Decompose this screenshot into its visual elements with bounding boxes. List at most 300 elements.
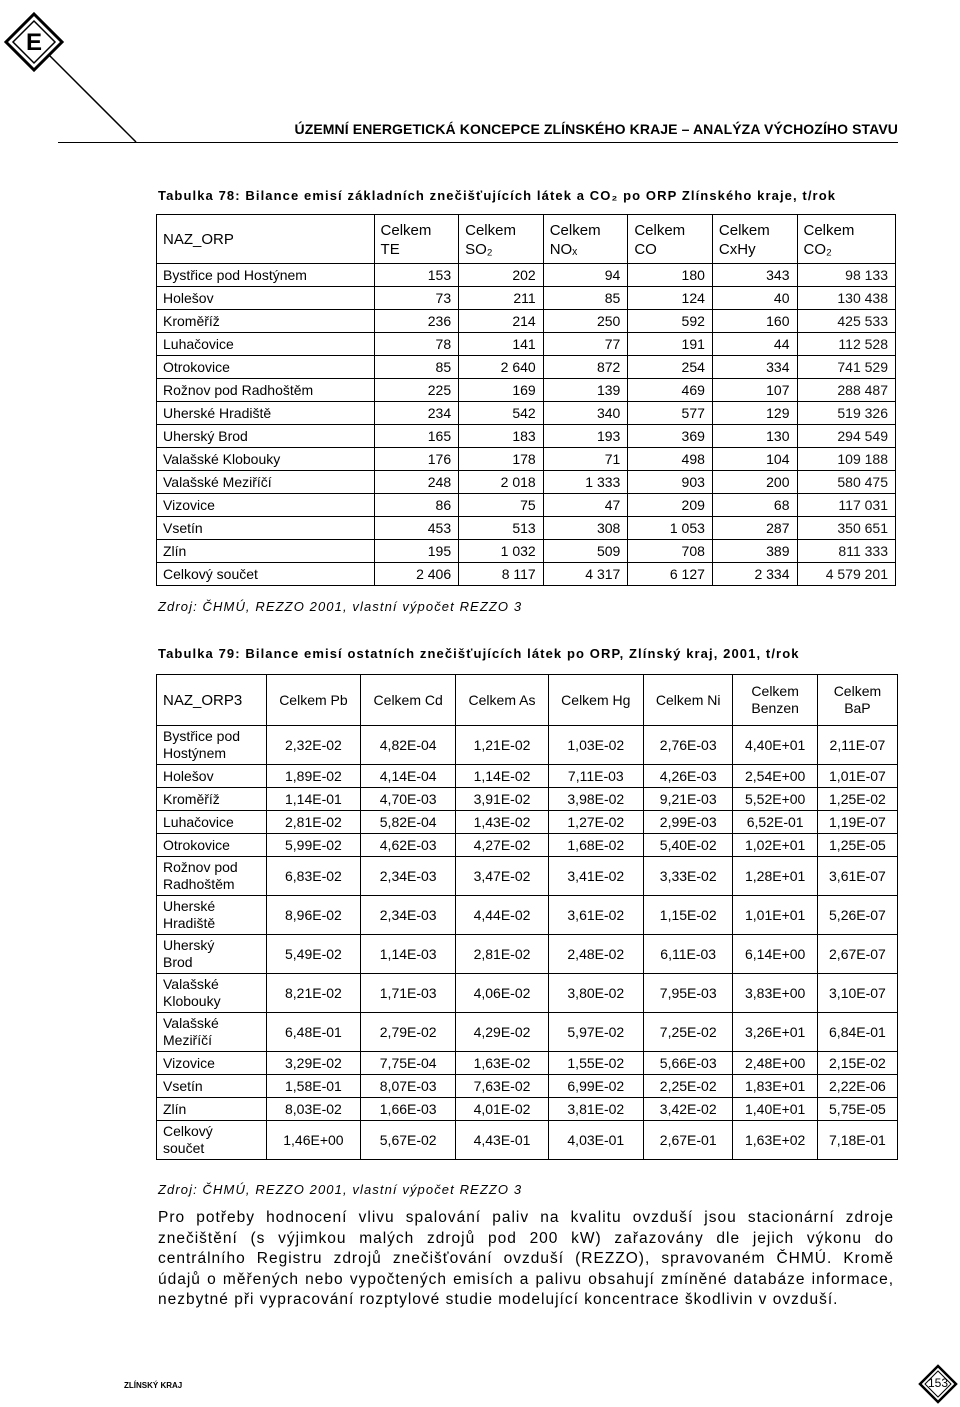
row-label xyxy=(157,1121,267,1160)
table-cell: 1 333 xyxy=(543,471,628,494)
table78-header-row xyxy=(157,215,896,264)
table-row xyxy=(157,402,896,425)
table-cell: 2,34E-03 xyxy=(361,857,456,896)
table-cell: 209 xyxy=(628,494,713,517)
table-cell: 6,99E-02 xyxy=(548,1075,643,1098)
table-cell: 234 xyxy=(374,402,459,425)
body-paragraph: Pro potřeby hodnocení vlivu spalování paliv na kvalitu ovzduší jsou stacionární zdroje znečištění (s výjimkou malých zdrojů pod 200 kW) zařazovány dle jejich výkonu do centrálního Registru zdrojů znečišťování ovzduší (REZZO), spravovaném ČHMÚ. Kromě údajů o měřených nebo vypočtených emisích a palivu obsahují zmíněné databáze informace, nezbytné při vypracování rozptylové studie modelující koncentrace škodlivin v ovzduší. xyxy=(158,1209,894,1308)
table-cell: 193 xyxy=(543,425,628,448)
table-cell: 4,01E-02 xyxy=(456,1098,548,1121)
table-cell: 2,99E-03 xyxy=(643,811,733,834)
table-cell: 7,95E-03 xyxy=(643,974,733,1013)
table78-column-header xyxy=(797,215,896,264)
document-header-title: ÚZEMNÍ ENERGETICKÁ KONCEPCE ZLÍNSKÉHO KRAJE – ANALÝZA VÝCHOZÍHO STAVU xyxy=(294,121,898,137)
table-cell: 2,67E-01 xyxy=(643,1121,733,1160)
table-cell: 3,61E-07 xyxy=(817,857,897,896)
table-cell: 513 xyxy=(459,517,544,540)
table-cell: 4,06E-02 xyxy=(456,974,548,1013)
row-label xyxy=(157,788,267,811)
row-label xyxy=(157,935,267,974)
table-cell: 1,27E-02 xyxy=(548,811,643,834)
table-cell: 2 018 xyxy=(459,471,544,494)
table-cell: 2,81E-02 xyxy=(266,811,360,834)
row-label xyxy=(157,1013,267,1052)
row-label-line1: Valašské xyxy=(163,976,219,992)
table79-column-header xyxy=(266,675,360,726)
column-header-line2: TE xyxy=(380,241,400,258)
table-cell: 6,14E+00 xyxy=(733,935,817,974)
table-cell: 77 xyxy=(543,333,628,356)
column-header-line2: CxHy xyxy=(718,241,756,258)
table-cell: 178 xyxy=(459,448,544,471)
row-label: Luhačovice xyxy=(157,333,375,356)
table-cell: 3,83E+00 xyxy=(733,974,817,1013)
table-row xyxy=(157,726,898,765)
table-cell: 94 xyxy=(543,264,628,287)
row-label xyxy=(157,857,267,896)
row-label xyxy=(157,1052,267,1075)
table-cell: 3,10E-07 xyxy=(817,974,897,1013)
table-cell: 1,58E-01 xyxy=(266,1075,360,1098)
table-cell: 109 188 xyxy=(797,448,896,471)
table-cell: 1,02E+01 xyxy=(733,834,817,857)
table-cell: 389 xyxy=(712,540,797,563)
table-cell: 1,40E+01 xyxy=(733,1098,817,1121)
table-cell: 5,97E-02 xyxy=(548,1013,643,1052)
column-header-line1: Celkem xyxy=(718,222,770,239)
table-cell: 1,15E-02 xyxy=(643,896,733,935)
column-header-line2: SO₂ xyxy=(465,241,493,258)
row-label-line2: Hostýnem xyxy=(163,745,227,761)
row-label xyxy=(157,1075,267,1098)
table-cell: 580 475 xyxy=(797,471,896,494)
table-cell: 7,25E-02 xyxy=(643,1013,733,1052)
table-row xyxy=(157,517,896,540)
table-cell: 343 xyxy=(712,264,797,287)
table-cell: 78 xyxy=(374,333,459,356)
row-label: Vsetín xyxy=(157,517,375,540)
table-cell: 4,29E-02 xyxy=(456,1013,548,1052)
table-row xyxy=(157,935,898,974)
table-cell: 9,21E-03 xyxy=(643,788,733,811)
table-cell: 708 xyxy=(628,540,713,563)
table78-column-header xyxy=(712,215,797,264)
table-cell: 3,42E-02 xyxy=(643,1098,733,1121)
row-label-line1: Luhačovice xyxy=(163,813,234,830)
table-cell: 195 xyxy=(374,540,459,563)
table-cell: 68 xyxy=(712,494,797,517)
table-row xyxy=(157,834,898,857)
table-cell: 44 xyxy=(712,333,797,356)
row-label-line2: Hradiště xyxy=(163,915,216,931)
table-cell: 75 xyxy=(459,494,544,517)
table-cell: 8 117 xyxy=(459,563,544,586)
table-cell: 4,62E-03 xyxy=(361,834,456,857)
table-cell: 5,40E-02 xyxy=(643,834,733,857)
table-cell: 104 xyxy=(712,448,797,471)
table-cell: 130 xyxy=(712,425,797,448)
table-cell: 811 333 xyxy=(797,540,896,563)
table-cell: 6,48E-01 xyxy=(266,1013,360,1052)
table-cell: 4,27E-02 xyxy=(456,834,548,857)
table-cell: 129 xyxy=(712,402,797,425)
row-label xyxy=(157,811,267,834)
table-cell: 3,33E-02 xyxy=(643,857,733,896)
table-cell: 2,79E-02 xyxy=(361,1013,456,1052)
table-cell: 165 xyxy=(374,425,459,448)
table-cell: 4,14E-04 xyxy=(361,765,456,788)
row-label-line1: Uherské xyxy=(163,898,216,914)
row-label-line1: Zlín xyxy=(163,1100,187,1117)
table-row xyxy=(157,896,898,935)
table78-column-header xyxy=(628,215,713,264)
row-label: Kroměříž xyxy=(157,310,375,333)
row-label-line1: Holešov xyxy=(163,767,214,784)
row-label: Vizovice xyxy=(157,494,375,517)
row-label-line1: Bystřice pod xyxy=(163,728,241,744)
table-cell: 1,01E+01 xyxy=(733,896,817,935)
table-cell: 6,11E-03 xyxy=(643,935,733,974)
table79-header-row xyxy=(157,675,898,726)
row-label xyxy=(157,974,267,1013)
table-cell: 577 xyxy=(628,402,713,425)
row-label xyxy=(157,896,267,935)
table-cell: 308 xyxy=(543,517,628,540)
table-cell: 741 529 xyxy=(797,356,896,379)
row-label-line2: Radhoštěm xyxy=(163,876,235,892)
row-label xyxy=(157,1098,267,1121)
header-rule xyxy=(58,142,898,143)
table-cell: 3,41E-02 xyxy=(548,857,643,896)
row-label: Celkový součet xyxy=(157,563,375,586)
table-cell: 2,15E-02 xyxy=(817,1052,897,1075)
row-label: Zlín xyxy=(157,540,375,563)
table-cell: 1,21E-02 xyxy=(456,726,548,765)
table-cell: 2,76E-03 xyxy=(643,726,733,765)
column-header-line2: CO xyxy=(634,241,657,258)
row-label-line1: Rožnov pod xyxy=(163,859,238,875)
table-cell: 5,49E-02 xyxy=(266,935,360,974)
table-cell: 47 xyxy=(543,494,628,517)
column-header-line1: NAZ_ORP xyxy=(163,230,234,248)
table-cell: 6,52E-01 xyxy=(733,811,817,834)
table-cell: 469 xyxy=(628,379,713,402)
table-cell: 202 xyxy=(459,264,544,287)
table78-column-header xyxy=(459,215,544,264)
table-row xyxy=(157,1052,898,1075)
table-cell: 3,91E-02 xyxy=(456,788,548,811)
row-label-line1: Celkový xyxy=(163,1123,213,1139)
table-cell: 153 xyxy=(374,264,459,287)
table-cell: 86 xyxy=(374,494,459,517)
table-cell: 1,66E-03 xyxy=(361,1098,456,1121)
footer-region-label: ZLÍNSKÝ KRAJ xyxy=(124,1381,183,1390)
table-cell: 180 xyxy=(628,264,713,287)
table-cell: 1,55E-02 xyxy=(548,1052,643,1075)
table-cell: 3,81E-02 xyxy=(548,1098,643,1121)
table-cell: 85 xyxy=(543,287,628,310)
table-cell: 5,75E-05 xyxy=(817,1098,897,1121)
table-row xyxy=(157,974,898,1013)
table-cell: 7,11E-03 xyxy=(548,765,643,788)
table-cell: 334 xyxy=(712,356,797,379)
table-row xyxy=(157,333,896,356)
table-cell: 3,29E-02 xyxy=(266,1052,360,1075)
table-cell: 340 xyxy=(543,402,628,425)
table78-source: Zdroj: ČHMÚ, REZZO 2001, vlastní výpočet REZZO 3 xyxy=(158,599,523,614)
table79-column-header xyxy=(361,675,456,726)
table-row xyxy=(157,811,898,834)
table-cell: 288 487 xyxy=(797,379,896,402)
table-cell: 191 xyxy=(628,333,713,356)
table-cell: 1,63E-02 xyxy=(456,1052,548,1075)
column-header-line2: BaP xyxy=(844,700,871,716)
table-cell: 5,82E-04 xyxy=(361,811,456,834)
table-cell: 1 053 xyxy=(628,517,713,540)
table-row xyxy=(157,788,898,811)
column-header-line1: NAZ_ORP3 xyxy=(163,691,243,709)
table-cell: 4 317 xyxy=(543,563,628,586)
row-label-line1: Otrokovice xyxy=(163,836,230,853)
column-header-line1: Celkem xyxy=(751,683,799,699)
table-cell: 2,67E-07 xyxy=(817,935,897,974)
column-header-line2: NOₓ xyxy=(549,241,578,258)
row-label: Valašské Klobouky xyxy=(157,448,375,471)
table-cell: 8,03E-02 xyxy=(266,1098,360,1121)
table-cell: 73 xyxy=(374,287,459,310)
table-cell: 250 xyxy=(543,310,628,333)
table79-column-header xyxy=(456,675,548,726)
column-header-line2: Benzen xyxy=(751,700,799,716)
table-row xyxy=(157,1098,898,1121)
table-cell: 4,26E-03 xyxy=(643,765,733,788)
table78-caption: Tabulka 78: Bilance emisí základních znečišťujících látek a CO₂ po ORP Zlínského kraje, t/rok xyxy=(158,188,837,203)
table-row xyxy=(157,1013,898,1052)
table-cell: 8,21E-02 xyxy=(266,974,360,1013)
table-cell: 8,96E-02 xyxy=(266,896,360,935)
table-row xyxy=(157,540,896,563)
table-cell: 1,14E-01 xyxy=(266,788,360,811)
table-cell: 2,48E+00 xyxy=(733,1052,817,1075)
table-cell: 176 xyxy=(374,448,459,471)
table-cell: 130 438 xyxy=(797,287,896,310)
page-number: 153 xyxy=(927,1376,949,1390)
table79-column-header xyxy=(817,675,897,726)
table-cell: 107 xyxy=(712,379,797,402)
table-cell: 350 651 xyxy=(797,517,896,540)
table-cell: 4,70E-03 xyxy=(361,788,456,811)
table-cell: 1,25E-02 xyxy=(817,788,897,811)
table-cell: 98 133 xyxy=(797,264,896,287)
table-cell: 287 xyxy=(712,517,797,540)
row-label xyxy=(157,726,267,765)
table-cell: 498 xyxy=(628,448,713,471)
table-cell: 1,14E-03 xyxy=(361,935,456,974)
table-cell: 2,25E-02 xyxy=(643,1075,733,1098)
row-label: Uherský Brod xyxy=(157,425,375,448)
column-header-line1: Celkem Ni xyxy=(655,691,721,708)
row-label-line1: Vsetín xyxy=(163,1077,203,1094)
column-header-line1: Celkem xyxy=(549,222,601,239)
column-header-line1: Celkem As xyxy=(468,691,536,708)
table-cell: 8,07E-03 xyxy=(361,1075,456,1098)
table-cell: 254 xyxy=(628,356,713,379)
table-cell: 2,11E-07 xyxy=(817,726,897,765)
table78-column-header xyxy=(374,215,459,264)
column-header-line1: Celkem xyxy=(803,222,855,239)
row-label-line2: Klobouky xyxy=(163,993,221,1009)
table-cell: 4,03E-01 xyxy=(548,1121,643,1160)
table-cell: 2,34E-03 xyxy=(361,896,456,935)
table-cell: 453 xyxy=(374,517,459,540)
row-label xyxy=(157,834,267,857)
table-cell: 5,26E-07 xyxy=(817,896,897,935)
table-cell: 3,98E-02 xyxy=(548,788,643,811)
table-cell: 369 xyxy=(628,425,713,448)
table-cell: 2 406 xyxy=(374,563,459,586)
table-cell: 7,18E-01 xyxy=(817,1121,897,1160)
column-header-line1: Celkem xyxy=(465,222,516,239)
table-cell: 4,43E-01 xyxy=(456,1121,548,1160)
table79-column-header xyxy=(157,675,267,726)
table-cell: 2 334 xyxy=(712,563,797,586)
table-cell: 211 xyxy=(459,287,544,310)
table-cell: 200 xyxy=(712,471,797,494)
table-cell: 7,75E-04 xyxy=(361,1052,456,1075)
row-label-line1: Vizovice xyxy=(163,1054,215,1071)
table-cell: 117 031 xyxy=(797,494,896,517)
table-cell: 5,52E+00 xyxy=(733,788,817,811)
row-label-line1: Valašské xyxy=(163,1015,219,1031)
row-label: Rožnov pod Radhoštěm xyxy=(157,379,375,402)
column-header-line1: Celkem xyxy=(833,683,882,699)
table-cell: 1,28E+01 xyxy=(733,857,817,896)
table-row xyxy=(157,494,896,517)
table-cell: 542 xyxy=(459,402,544,425)
column-header-line1: Celkem Pb xyxy=(279,691,348,708)
table-cell: 183 xyxy=(459,425,544,448)
row-label: Uherské Hradiště xyxy=(157,402,375,425)
table-cell: 6,84E-01 xyxy=(817,1013,897,1052)
column-header-line2: CO₂ xyxy=(803,241,832,258)
table-row xyxy=(157,1121,898,1160)
table-cell: 3,26E+01 xyxy=(733,1013,817,1052)
table-cell: 903 xyxy=(628,471,713,494)
column-header-line1: Celkem Cd xyxy=(373,691,443,708)
row-label xyxy=(157,765,267,788)
table-cell: 3,47E-02 xyxy=(456,857,548,896)
table-cell: 139 xyxy=(543,379,628,402)
table-cell: 1,25E-05 xyxy=(817,834,897,857)
row-label: Holešov xyxy=(157,287,375,310)
table-row xyxy=(157,471,896,494)
table-row xyxy=(157,264,896,287)
table-cell: 6,83E-02 xyxy=(266,857,360,896)
table-cell: 214 xyxy=(459,310,544,333)
table-cell: 4 579 201 xyxy=(797,563,896,586)
row-label-line2: součet xyxy=(163,1140,205,1156)
table-cell: 1,68E-02 xyxy=(548,834,643,857)
row-label: Valašské Meziříčí xyxy=(157,471,375,494)
table-cell: 1,03E-02 xyxy=(548,726,643,765)
table-cell: 872 xyxy=(543,356,628,379)
table-cell: 1,71E-03 xyxy=(361,974,456,1013)
table-cell: 4,82E-04 xyxy=(361,726,456,765)
table-cell: 425 533 xyxy=(797,310,896,333)
table-cell: 294 549 xyxy=(797,425,896,448)
table-cell: 5,67E-02 xyxy=(361,1121,456,1160)
table-cell: 4,44E-02 xyxy=(456,896,548,935)
table-cell: 4,40E+01 xyxy=(733,726,817,765)
table-row xyxy=(157,425,896,448)
table-cell: 225 xyxy=(374,379,459,402)
table-row xyxy=(157,765,898,788)
table79-column-header xyxy=(733,675,817,726)
table-cell: 160 xyxy=(712,310,797,333)
table-cell: 1,63E+02 xyxy=(733,1121,817,1160)
table-row xyxy=(157,448,896,471)
table-row xyxy=(157,1075,898,1098)
table-cell: 5,66E-03 xyxy=(643,1052,733,1075)
table78 xyxy=(156,214,896,586)
table-row xyxy=(157,356,896,379)
table-row xyxy=(157,287,896,310)
table-row xyxy=(157,563,896,586)
table79-column-header xyxy=(548,675,643,726)
table-cell: 236 xyxy=(374,310,459,333)
table-cell: 1,19E-07 xyxy=(817,811,897,834)
table-cell: 40 xyxy=(712,287,797,310)
table-cell: 141 xyxy=(459,333,544,356)
table79-caption: Tabulka 79: Bilance emisí ostatních znečišťujících látek po ORP, Zlínský kraj, 2001, t/rok xyxy=(158,646,800,661)
table-cell: 1,46E+00 xyxy=(266,1121,360,1160)
table-cell: 71 xyxy=(543,448,628,471)
table79-column-header xyxy=(643,675,733,726)
table-cell: 519 326 xyxy=(797,402,896,425)
table-cell: 124 xyxy=(628,287,713,310)
row-label-line1: Uherský xyxy=(163,937,215,953)
table-cell: 169 xyxy=(459,379,544,402)
row-label: Otrokovice xyxy=(157,356,375,379)
table-cell: 2,22E-06 xyxy=(817,1075,897,1098)
table-cell: 1,14E-02 xyxy=(456,765,548,788)
table-cell: 248 xyxy=(374,471,459,494)
row-label: Bystřice pod Hostýnem xyxy=(157,264,375,287)
table-cell: 1 032 xyxy=(459,540,544,563)
table-row xyxy=(157,379,896,402)
table-cell: 6 127 xyxy=(628,563,713,586)
svg-text:E: E xyxy=(25,29,43,56)
table-cell: 1,89E-02 xyxy=(266,765,360,788)
row-label-line2: Meziříčí xyxy=(163,1032,212,1048)
table-cell: 2 640 xyxy=(459,356,544,379)
table-cell: 112 528 xyxy=(797,333,896,356)
table-row xyxy=(157,857,898,896)
column-header-line1: Celkem xyxy=(634,222,686,239)
table-cell: 2,81E-02 xyxy=(456,935,548,974)
table-cell: 3,61E-02 xyxy=(548,896,643,935)
table78-column-header xyxy=(543,215,628,264)
table-row xyxy=(157,310,896,333)
table-cell: 1,43E-02 xyxy=(456,811,548,834)
column-header-line1: Celkem Hg xyxy=(561,691,631,708)
table-cell: 5,99E-02 xyxy=(266,834,360,857)
table-cell: 1,01E-07 xyxy=(817,765,897,788)
table-cell: 85 xyxy=(374,356,459,379)
table-cell: 3,80E-02 xyxy=(548,974,643,1013)
table-cell: 592 xyxy=(628,310,713,333)
table79-source: Zdroj: ČHMÚ, REZZO 2001, vlastní výpočet REZZO 3 xyxy=(158,1182,523,1197)
